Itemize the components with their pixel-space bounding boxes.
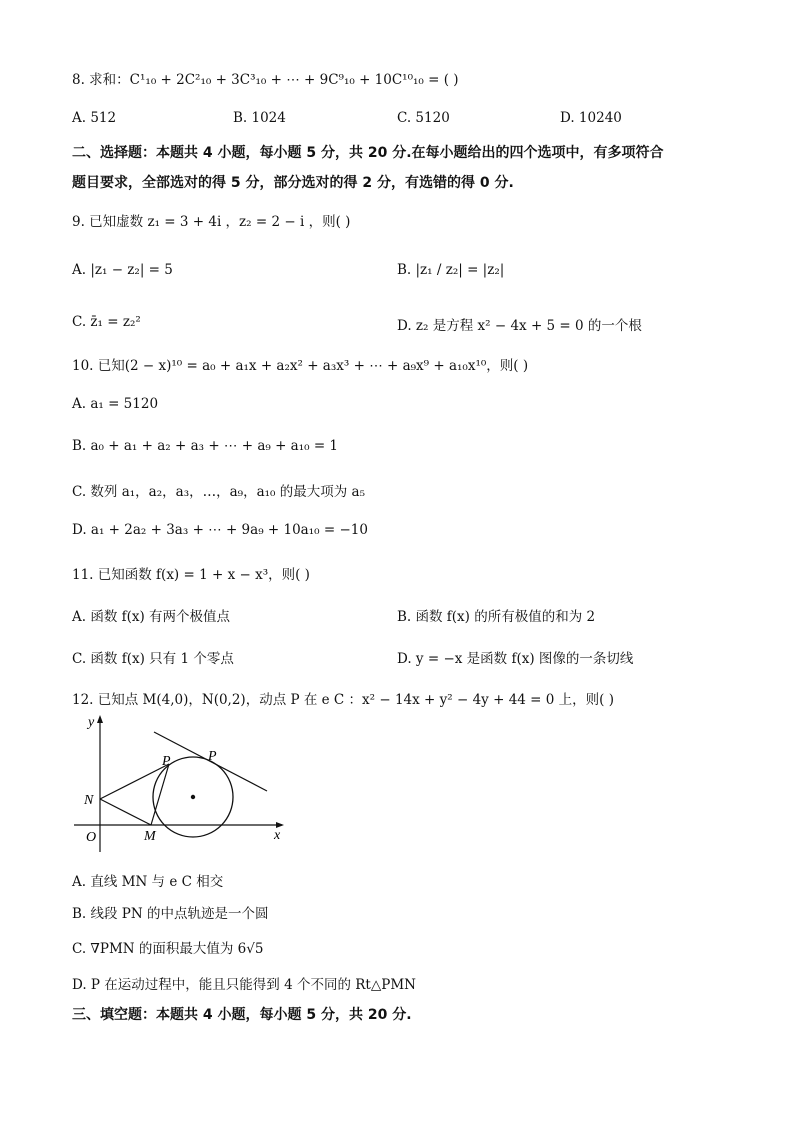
q8-option-c: C. 5120 [397,110,450,126]
section2-heading-line1: 二、选择题：本题共 4 小题，每小题 5 分，共 20 分.在每小题给出的四个选项中，有多项符合 [72,145,664,161]
section2-heading-line2: 题目要求，全部选对的得 5 分，部分选对的得 2 分，有选错的得 0 分. [72,175,514,191]
q12-option-a: A. 直线 MN 与 e C 相交 [72,874,224,890]
y-axis-arrow [97,715,103,723]
q8-stem: 8. 求和：C¹₁₀ + 2C²₁₀ + 3C³₁₀ + ⋯ + 9C⁹₁₀ + 10C¹⁰₁₀ = ( ) [72,72,459,88]
geometry-figure [74,712,294,852]
q12-option-c: C. ∇PMN 的面积最大值为 6√5 [72,941,264,957]
x-axis-label: x [274,828,281,843]
q8-option-d: D. 10240 [560,110,622,126]
q12-option-b: B. 线段 PN 的中点轨迹是一个圆 [72,906,269,922]
q11-option-c: C. 函数 f(x) 只有 1 个零点 [72,651,234,667]
q10-option-c: C. 数列 a₁，a₂，a₃，…，a₉，a₁₀ 的最大项为 a₅ [72,484,365,500]
q8-option-b: B. 1024 [233,110,286,126]
q12-option-d: D. P 在运动过程中，能且只能得到 4 个不同的 Rt△PMN [72,977,416,993]
point-p2-label: P [208,749,217,764]
segment-nm [100,799,151,825]
point-m-label: M [144,829,156,844]
point-p1-label: P [162,754,171,769]
q11-option-b: B. 函数 f(x) 的所有极值的和为 2 [397,609,596,625]
section3-heading: 三、填空题：本题共 4 小题，每小题 5 分，共 20 分. [72,1007,412,1023]
q12-stem: 12. 已知点 M(4,0)，N(0,2)，动点 P 在 e C ：x² − 14x + y² − 4y + 44 = 0 上，则( ) [72,692,614,708]
q10-option-d: D. a₁ + 2a₂ + 3a₃ + ⋯ + 9a₉ + 10a₁₀ = −10 [72,522,368,538]
q10-option-b: B. a₀ + a₁ + a₂ + a₃ + ⋯ + a₉ + a₁₀ = 1 [72,438,339,454]
q11-stem: 11. 已知函数 f(x) = 1 + x − x³，则( ) [72,567,310,583]
circle-center-dot [191,795,195,799]
q9-stem: 9. 已知虚数 z₁ = 3 + 4i ，z₂ = 2 − i ，则( ) [72,214,351,230]
y-axis-label: y [88,715,95,730]
q9-option-b: B. |z₁ / z₂| = |z₂| [397,262,505,278]
q9-option-a: A. |z₁ − z₂| = 5 [72,262,173,278]
origin-label: O [86,830,97,845]
q11-option-a: A. 函数 f(x) 有两个极值点 [72,609,231,625]
q9-option-d: D. z₂ 是方程 x² − 4x + 5 = 0 的一个根 [397,318,642,334]
q9-option-c: C. z̄₁ = z₂² [72,314,141,330]
q10-option-a: A. a₁ = 5120 [72,396,159,412]
q10-stem: 10. 已知(2 − x)¹⁰ = a₀ + a₁x + a₂x² + a₃x³ + ⋯ + a₉x⁹ + a₁₀x¹⁰，则( ) [72,358,529,374]
segment-np [100,764,169,799]
q8-option-a: A. 512 [72,110,117,126]
point-n-label: N [84,793,94,808]
q11-option-d: D. y = −x 是函数 f(x) 图像的一条切线 [397,651,634,667]
